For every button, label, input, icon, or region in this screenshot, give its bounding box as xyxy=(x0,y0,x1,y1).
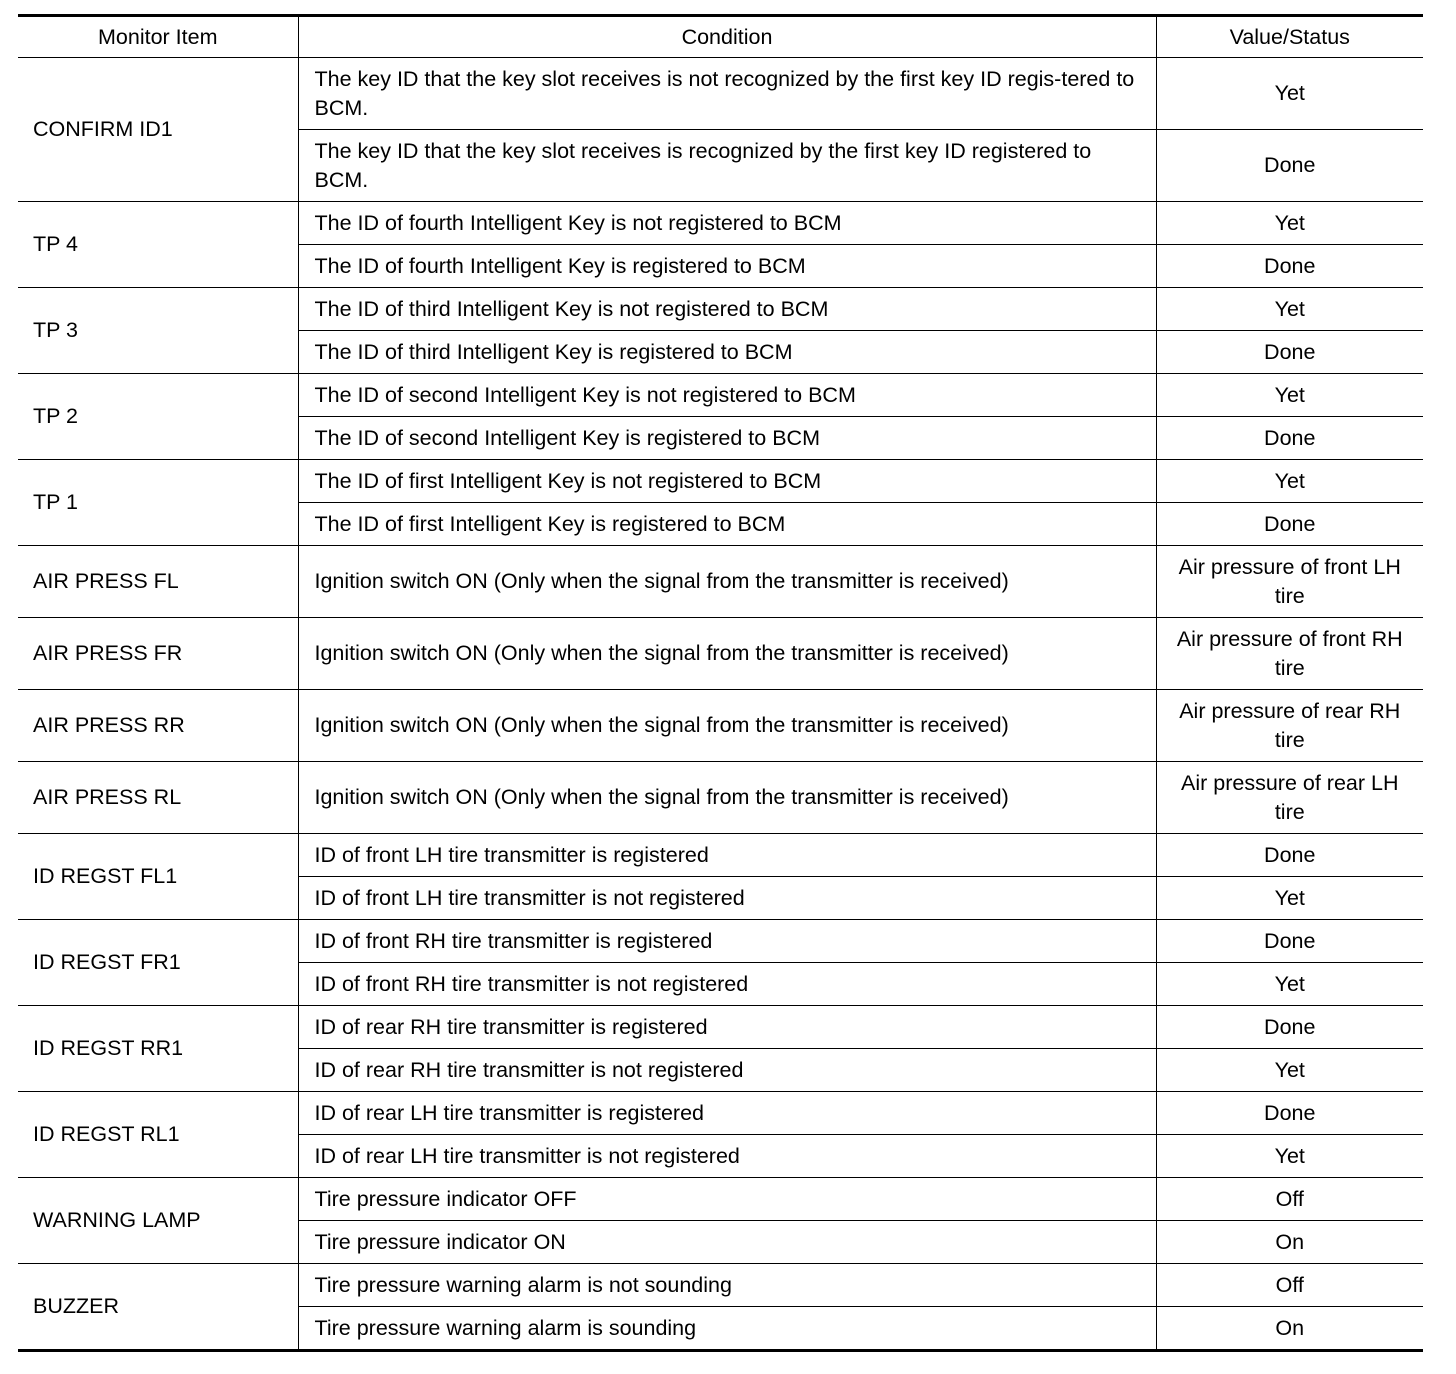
value-status-cell: Yet xyxy=(1156,58,1423,130)
condition-cell: Tire pressure warning alarm is not sounding xyxy=(298,1264,1156,1307)
condition-cell: The ID of fourth Intelligent Key is not registered to BCM xyxy=(298,202,1156,245)
monitor-item-cell: ID REGST FR1 xyxy=(18,920,298,1006)
table-row xyxy=(18,690,1423,762)
monitor-item-cell: TP 4 xyxy=(18,202,298,288)
table-row xyxy=(18,202,1423,245)
monitor-item-cell: AIR PRESS FL xyxy=(18,546,298,618)
value-status-cell: Done xyxy=(1156,834,1423,877)
condition-cell: ID of rear RH tire transmitter is registered xyxy=(298,1006,1156,1049)
value-status-cell: On xyxy=(1156,1221,1423,1264)
table-row xyxy=(18,834,1423,877)
condition-cell: ID of front RH tire transmitter is not registered xyxy=(298,963,1156,1006)
value-status-cell: Yet xyxy=(1156,202,1423,245)
value-status-cell: Off xyxy=(1156,1264,1423,1307)
table-row xyxy=(18,1264,1423,1307)
condition-cell: Ignition switch ON (Only when the signal from the transmitter is received) xyxy=(298,762,1156,834)
value-status-cell: Done xyxy=(1156,331,1423,374)
monitor-item-table xyxy=(18,14,1423,1352)
table-row xyxy=(18,618,1423,690)
condition-cell: Tire pressure indicator ON xyxy=(298,1221,1156,1264)
condition-cell: ID of front LH tire transmitter is not registered xyxy=(298,877,1156,920)
condition-cell: The ID of fourth Intelligent Key is registered to BCM xyxy=(298,245,1156,288)
table-row xyxy=(18,1178,1423,1221)
value-status-cell: Done xyxy=(1156,503,1423,546)
monitor-item-cell: AIR PRESS RR xyxy=(18,690,298,762)
table-row xyxy=(18,762,1423,834)
condition-cell: The ID of third Intelligent Key is not registered to BCM xyxy=(298,288,1156,331)
condition-cell: Ignition switch ON (Only when the signal from the transmitter is received) xyxy=(298,618,1156,690)
value-status-cell: Air pressure of rear LH tire xyxy=(1156,762,1423,834)
monitor-item-cell: ID REGST FL1 xyxy=(18,834,298,920)
value-status-cell: Done xyxy=(1156,920,1423,963)
table-row xyxy=(18,920,1423,963)
monitor-item-cell: AIR PRESS FR xyxy=(18,618,298,690)
value-status-cell: Off xyxy=(1156,1178,1423,1221)
value-status-cell: Done xyxy=(1156,130,1423,202)
condition-cell: The ID of second Intelligent Key is registered to BCM xyxy=(298,417,1156,460)
monitor-item-cell: TP 3 xyxy=(18,288,298,374)
value-status-cell: Done xyxy=(1156,1006,1423,1049)
condition-cell: The ID of third Intelligent Key is registered to BCM xyxy=(298,331,1156,374)
table-row xyxy=(18,460,1423,503)
table-header-row xyxy=(18,16,1423,58)
value-status-cell: Air pressure of rear RH tire xyxy=(1156,690,1423,762)
condition-cell: ID of rear LH tire transmitter is not registered xyxy=(298,1135,1156,1178)
table-row xyxy=(18,288,1423,331)
condition-cell: Tire pressure indicator OFF xyxy=(298,1178,1156,1221)
value-status-cell: Yet xyxy=(1156,1049,1423,1092)
condition-cell: The key ID that the key slot receives is not recognized by the first key ID regis-tered to BCM. xyxy=(298,58,1156,130)
monitor-item-cell: TP 1 xyxy=(18,460,298,546)
table-row xyxy=(18,1006,1423,1049)
monitor-item-cell: WARNING LAMP xyxy=(18,1178,298,1264)
condition-cell: Ignition switch ON (Only when the signal from the transmitter is received) xyxy=(298,546,1156,618)
header-monitor-item: Monitor Item xyxy=(18,16,298,58)
monitor-item-cell: BUZZER xyxy=(18,1264,298,1351)
header-condition: Condition xyxy=(298,16,1156,58)
condition-cell: The ID of second Intelligent Key is not registered to BCM xyxy=(298,374,1156,417)
condition-cell: ID of front RH tire transmitter is registered xyxy=(298,920,1156,963)
value-status-cell: Yet xyxy=(1156,877,1423,920)
monitor-item-cell: TP 2 xyxy=(18,374,298,460)
monitor-item-cell: AIR PRESS RL xyxy=(18,762,298,834)
value-status-cell: Yet xyxy=(1156,460,1423,503)
condition-cell: The ID of first Intelligent Key is registered to BCM xyxy=(298,503,1156,546)
monitor-item-cell: CONFIRM ID1 xyxy=(18,58,298,202)
table-row xyxy=(18,546,1423,618)
table-row xyxy=(18,58,1423,130)
header-value-status: Value/Status xyxy=(1156,16,1423,58)
table-row xyxy=(18,374,1423,417)
value-status-cell: Yet xyxy=(1156,374,1423,417)
value-status-cell: Yet xyxy=(1156,963,1423,1006)
value-status-cell: Done xyxy=(1156,417,1423,460)
condition-cell: ID of rear RH tire transmitter is not registered xyxy=(298,1049,1156,1092)
value-status-cell: Done xyxy=(1156,245,1423,288)
value-status-cell: Done xyxy=(1156,1092,1423,1135)
monitor-item-cell: ID REGST RR1 xyxy=(18,1006,298,1092)
table-body xyxy=(18,58,1423,1351)
value-status-cell: Yet xyxy=(1156,1135,1423,1178)
value-status-cell: On xyxy=(1156,1307,1423,1351)
condition-cell: Ignition switch ON (Only when the signal from the transmitter is received) xyxy=(298,690,1156,762)
condition-cell: Tire pressure warning alarm is sounding xyxy=(298,1307,1156,1351)
value-status-cell: Air pressure of front RH tire xyxy=(1156,618,1423,690)
condition-cell: ID of rear LH tire transmitter is registered xyxy=(298,1092,1156,1135)
table-row xyxy=(18,1092,1423,1135)
condition-cell: The ID of first Intelligent Key is not registered to BCM xyxy=(298,460,1156,503)
value-status-cell: Yet xyxy=(1156,288,1423,331)
value-status-cell: Air pressure of front LH tire xyxy=(1156,546,1423,618)
condition-cell: ID of front LH tire transmitter is registered xyxy=(298,834,1156,877)
condition-cell: The key ID that the key slot receives is recognized by the first key ID registered to BCM. xyxy=(298,130,1156,202)
monitor-item-cell: ID REGST RL1 xyxy=(18,1092,298,1178)
